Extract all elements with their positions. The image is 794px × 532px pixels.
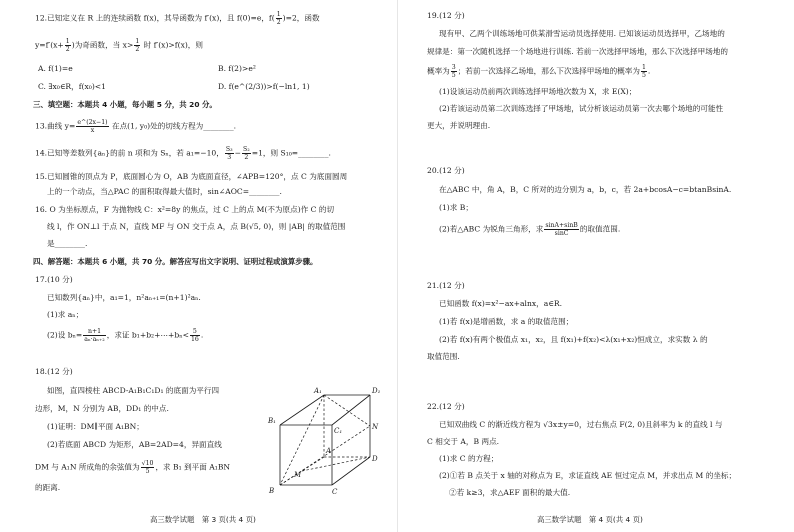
frac-den: 2 — [135, 46, 140, 53]
q17-fraction-bound — [190, 328, 200, 343]
frac-num: 3 — [451, 64, 456, 71]
frac-den: 3 — [227, 154, 232, 161]
q19-line4: (1)设该运动员前两次训练选择甲场地次数为 X，求 E(X)； — [439, 87, 637, 96]
q19-head: 19.(12 分) — [427, 11, 465, 20]
segment-a1-b — [280, 395, 324, 485]
q15-line2: 上的一个动点，当△PAC 的面积取得最大值时，sin∠AOC=________. — [47, 187, 282, 196]
q21-line1: 已知函数 f(x)=x²−ax+alnx，a∈R. — [439, 299, 563, 308]
q18-line6: 的距离. — [35, 483, 61, 492]
q14-b: =1，则 S₁₀=________. — [251, 148, 331, 158]
q14-fraction-2 — [242, 146, 251, 161]
q19-fraction-2 — [641, 64, 647, 79]
q12-fraction-half-c — [134, 38, 140, 53]
q12-option-d: D. f(e^(2/3))>f(−ln1, 1) — [218, 82, 310, 91]
label-a1: A₁ — [314, 387, 322, 395]
frac-den: 5 — [145, 468, 150, 475]
q12-option-b: B. f(2)>e² — [218, 64, 256, 73]
edge-a1-b1 — [280, 395, 324, 425]
q20-fraction — [544, 222, 578, 237]
q18-line3: (1)证明：DM∥平面 A₁BN； — [47, 422, 144, 431]
q13-a: 13.曲线 y= — [35, 121, 76, 131]
q16-line2: 线 l，作 ON⊥l 于点 N，直线 MF 与 ON 交于点 A，点 B(√5, 0)，则 |AB| 的取值范围 — [47, 222, 346, 231]
page-4-footer: 高三数学试题 第 4 页(共 4 页) — [537, 515, 643, 524]
q22-line1: 已知双曲线 C 的渐近线方程为 √3x±y=0，过右焦点 F(2, 0)且斜率为 k 的直线 l 与 — [439, 420, 723, 429]
frac-den: 2 — [276, 19, 281, 26]
q12-fraction-half-b — [65, 38, 71, 53]
frac-den: 2 — [65, 46, 70, 53]
q20-line2: (1)求 B； — [439, 203, 473, 212]
q14-fraction-1 — [225, 146, 234, 161]
q12-line2 — [35, 38, 203, 53]
frac-num: √10 — [141, 460, 154, 467]
q22-line4: (2)①若 B 点关于 x 轴的对称点为 E，求证直线 AE 恒过定点 M，并求出点 M 的坐标； — [439, 471, 737, 480]
q22-line5: ②若 k≥3，求△AEF 面积的最大值. — [449, 488, 571, 497]
q13-b: 在点(1, y₀)处的切线方程为________. — [109, 121, 237, 131]
q19-l3a: 概率为 — [427, 66, 450, 76]
frac-den: 2 — [244, 154, 249, 161]
q15-line1: 15.已知圆锥的顶点为 P，底面圆心为 O，AB 为底面直径，∠APB=120°，点 C 为底面圆周 — [35, 172, 348, 181]
label-b1: B₁ — [268, 417, 276, 425]
frac-num: S₂ — [242, 146, 250, 153]
q17-line1: 已知数列{aₙ}中，a₁=1，n²aₙ₊₁=(n+1)²aₙ. — [47, 293, 201, 302]
q18-l5a: DM 与 A₁N 所成角的余弦值为 — [35, 462, 140, 472]
frac-den: 5 — [641, 72, 646, 79]
q12-option-c: C. ∃x₀∈R，f(x₀)<1 — [38, 82, 107, 91]
frac-num: 1 — [135, 38, 140, 45]
q21-line3: (2)若 f(x)有两个极值点 x₁，x₂，且 f(x₁)+f(x₂)<λ(x₁+x₂)恒成立，求实数 λ 的 — [439, 335, 708, 344]
exam-page-4 — [397, 0, 794, 532]
frac-num: n+1 — [83, 328, 105, 336]
q19-line5: (2)若该运动员第二次训练选择了甲场地，试分析该运动员第一次去哪个场地的可能性 — [439, 104, 724, 113]
frac-den: x — [90, 127, 95, 134]
q13-fraction — [76, 119, 108, 134]
q19-l3c: . — [647, 66, 651, 76]
frac-den: 16 — [190, 336, 199, 343]
q20-line3 — [439, 222, 620, 237]
section-3-heading: 三、填空题：本题共 4 小题，每小题 5 分，共 20 分。 — [33, 100, 217, 109]
q22-head: 22.(12 分) — [427, 402, 465, 411]
q12-stem-text: 12.已知定义在 R 上的连续函数 f(x)，其导函数为 f′(x)，且 f(0)=e，f( — [35, 13, 275, 23]
q18-line5 — [35, 460, 230, 475]
prism-figure — [266, 381, 391, 496]
frac-den: sinC — [554, 230, 569, 237]
label-d: D — [372, 455, 378, 463]
frac-num: 1 — [641, 64, 646, 71]
q18-line4: (2)若底面 ABCD 为矩形，AB=2AD=4，异面直线 — [47, 440, 222, 449]
frac-num: 1 — [276, 11, 281, 18]
label-n: N — [372, 423, 379, 431]
q18-fraction-cos — [141, 460, 155, 475]
q19-fraction-1 — [451, 64, 457, 79]
q20-head: 20.(12 分) — [427, 166, 465, 175]
label-c: C — [332, 488, 338, 496]
frac-den: 5 — [451, 72, 456, 79]
q18-line2: 边形，M，N 分别为 AB，DD₁ 的中点. — [35, 404, 169, 413]
q18-line1: 如图，直四棱柱 ABCD-A₁B₁C₁D₁ 的底面为平行四 — [47, 386, 220, 395]
q20-line1: 在△ABC 中，角 A，B，C 所对的边分别为 a，b，c，若 2a+bcosA−c=btanBsinA. — [439, 185, 732, 194]
q19-line2: 规律是：第一次随机选择一个场地进行训练. 若前一次选择甲场地，那么下次选择甲场地的 — [427, 47, 728, 56]
q17-l3c: . — [200, 330, 204, 340]
q13 — [35, 119, 236, 134]
q12-l2c: 时 f′(x)>f(x)，则 — [141, 40, 203, 50]
q20-l3a: (2)若△ABC 为锐角三角形，求 — [439, 224, 544, 234]
frac-num: 1 — [65, 38, 70, 45]
q21-head: 21.(12 分) — [427, 281, 465, 290]
q17-head: 17.(10 分) — [35, 275, 73, 284]
q14 — [35, 146, 331, 161]
q17-line2: (1)求 aₙ； — [47, 310, 84, 319]
q19-line1: 现有甲、乙两个训练场地可供某滑雪运动员选择使用. 已知该运动员选择甲，乙场地的 — [439, 29, 725, 38]
label-a: A — [326, 447, 332, 455]
q20-l3b: 的取值范围. — [579, 224, 621, 234]
q12-l2b: )为奇函数，当 x> — [71, 40, 134, 50]
q21-line4: 取值范围. — [427, 352, 460, 361]
q14-mid: − — [234, 148, 241, 158]
segment-a1-n — [324, 395, 370, 426]
frac-den: aₙ·aₙ₊₂ — [84, 336, 105, 343]
q19-line3 — [427, 64, 650, 79]
frac-num: sinA+sinB — [545, 222, 578, 229]
q12-option-a: A. f(1)=e — [38, 64, 73, 73]
q17-l3a: (2)设 bₙ= — [47, 330, 83, 340]
q12-stem-text-2: )=2，函数 — [282, 13, 320, 23]
q18-l5b: ，求 B₁ 到平面 A₁BN — [155, 462, 231, 472]
q19-l3b: ；若前一次选择乙场地，那么下次选择甲场地的概率为 — [457, 66, 640, 76]
q17-line3 — [47, 328, 203, 343]
q21-line2: (1)若 f(x)是增函数，求 a 的取值范围； — [439, 317, 574, 326]
q22-line3: (1)求 C 的方程； — [439, 454, 499, 463]
page-3-footer: 高三数学试题 第 3 页(共 4 页) — [150, 515, 256, 524]
frac-num: 5 — [190, 328, 200, 336]
frac-num: S₃ — [225, 146, 233, 153]
label-b: B — [269, 487, 275, 495]
section-4-heading: 四、解答题：本题共 6 小题，共 70 分。解答应写出文字说明、证明过程或演算步骤。 — [33, 257, 318, 266]
frac-num: e^(2x−1) — [77, 119, 108, 126]
q17-fraction-b — [83, 328, 105, 343]
q16-line1: 16. O 为坐标原点，F 为抛物线 C：x²=8y 的焦点，过 C 上的点 M(不为原点)作 C 的切 — [35, 205, 335, 214]
q14-a: 14.已知等差数列{aₙ}的前 n 项和为 Sₙ，若 a₁=−10， — [35, 148, 224, 158]
q16-line3: 是________. — [47, 239, 88, 248]
q17-l3b: ，求证 b₁+b₂+⋯+bₙ< — [106, 330, 189, 340]
q12-l2a: y=f′(x+ — [35, 40, 64, 50]
label-d1: D₁ — [372, 387, 381, 395]
label-c1: C₁ — [334, 427, 343, 435]
label-m: M — [294, 471, 302, 479]
q12-stem — [35, 11, 320, 26]
q12-fraction-half — [276, 11, 282, 26]
edge-c1-d1 — [332, 395, 370, 425]
q18-head: 18.(12 分) — [35, 367, 73, 376]
q22-line2: C 相交于 A，B 两点. — [427, 437, 500, 446]
q19-line6: 更大，并说明理由. — [427, 121, 491, 130]
